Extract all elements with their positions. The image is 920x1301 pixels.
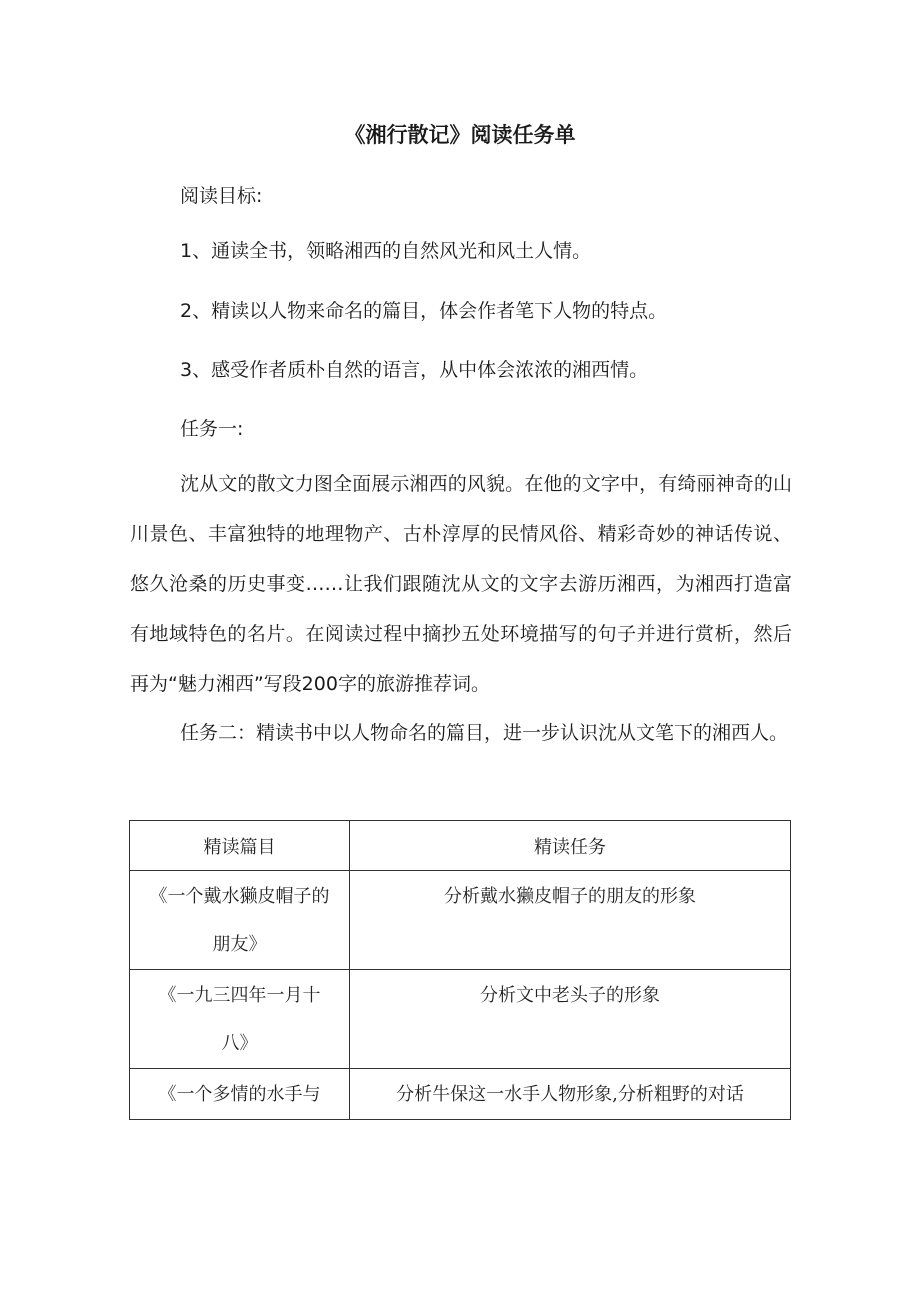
goal-item-1: 1、通读全书，领略湘西的自然风光和风土人情。 <box>180 240 592 262</box>
table-cell-title: 《一九三四年一月十八》 <box>130 970 350 1069</box>
task1-paragraph: 沈从文的散文力图全面展示湘西的风貌。在他的文字中，有绮丽神奇的山川景色、丰富独特的地理物产、古朴淳厚的民情风俗、精彩奇妙的神话传说、悠久沧桑的历史事变……让我们跟随沈从文的文字去游历湘西，为湘西打造富有地域特色的名片。在阅读过程中摘抄五处环境描写的句子并进行赏析，然后再为“魅力湘西”写段200字的旅游推荐词。 <box>130 473 792 695</box>
table-header-row <box>130 821 791 871</box>
table-cell-title: 《一个戴水獭皮帽子的朋友》 <box>130 871 350 970</box>
task1-heading: 任务一: <box>180 418 244 440</box>
table-row <box>130 970 791 1069</box>
task2-paragraph: 任务二：精读书中以人物命名的篇目，进一步认识沈从文笔下的湘西人。 <box>180 722 789 744</box>
table-row <box>130 1069 791 1120</box>
reading-task-table <box>129 820 791 1120</box>
table-cell-title: 《一个多情的水手与 <box>130 1069 350 1120</box>
goal-item-3: 3、感受作者质朴自然的语言，从中体会浓浓的湘西情。 <box>180 359 649 381</box>
goals-heading: 阅读目标: <box>180 185 263 207</box>
table-cell-task: 分析文中老头子的形象 <box>350 970 791 1069</box>
table-row <box>130 871 791 970</box>
table-header-title: 精读篇目 <box>130 821 350 871</box>
table-header-task: 精读任务 <box>350 821 791 871</box>
document-title: 《湘行散记》阅读任务单 <box>344 123 576 147</box>
table-cell-task: 分析戴水獭皮帽子的朋友的形象 <box>350 871 791 970</box>
goal-item-2: 2、精读以人物来命名的篇目，体会作者笔下人物的特点。 <box>180 300 668 322</box>
table-cell-task: 分析牛保这一水手人物形象,分析粗野的对话 <box>350 1069 791 1120</box>
